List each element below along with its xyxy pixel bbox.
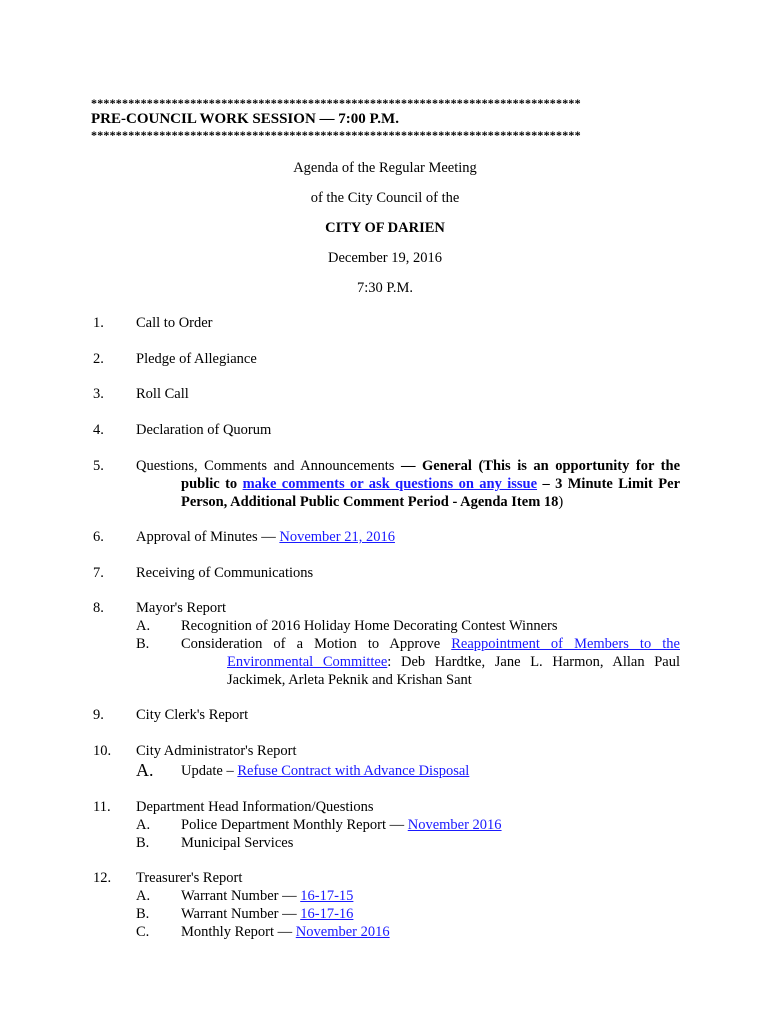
item-number: 10.	[93, 743, 112, 759]
item-number: 6.	[93, 529, 104, 545]
item-number: 5.	[93, 458, 104, 474]
sub-item-warrant-15	[181, 888, 353, 905]
sub-item-recognition: Recognition of 2016 Holiday Home Decorating Contest Winners	[181, 618, 558, 634]
sub-item-update-text: Update –	[181, 763, 238, 779]
refuse-contract-link[interactable]: Refuse Contract with Advance Disposal	[237, 763, 470, 779]
agenda-heading-line2: of the City Council of the	[310, 190, 460, 206]
sub-letter: C.	[136, 924, 150, 940]
sub-item-monthly-report	[181, 924, 390, 941]
sub-letter: B.	[136, 636, 150, 652]
item-number: 8.	[93, 600, 104, 616]
item-questions-line3	[181, 494, 563, 511]
item-number: 7.	[93, 565, 104, 581]
item-questions-general: — General (This is an opportunity for the	[400, 458, 681, 474]
sub-item-consideration-line3: Jackimek, Arleta Peknik and Krishan Sant	[227, 672, 472, 688]
item-number: 9.	[93, 707, 104, 723]
item-questions-additional: Person, Additional Public Comment Period - Agenda Item 18	[181, 494, 559, 510]
item-questions-line2	[181, 476, 680, 493]
meeting-date: December 19, 2016	[328, 250, 442, 266]
sub-item-warrant-text: Warrant Number —	[181, 888, 301, 904]
item-minutes-text: Approval of Minutes —	[136, 529, 280, 545]
item-number: 4.	[93, 422, 104, 438]
item-number: 3.	[93, 386, 104, 402]
item-questions-close: )	[558, 494, 564, 510]
sub-item-update	[181, 763, 469, 780]
agenda-heading-line1: Agenda of the Regular Meeting	[293, 160, 477, 176]
item-questions-limit: – 3 Minute Limit Per	[537, 476, 680, 492]
item-number: 2.	[93, 351, 104, 367]
item-roll-call: Roll Call	[136, 386, 189, 402]
item-minutes	[136, 529, 395, 546]
environmental-committee-link[interactable]: Environmental Committee	[227, 654, 388, 670]
item-quorum: Declaration of Quorum	[136, 422, 272, 438]
reappointment-link[interactable]: Reappointment of Members to the	[451, 636, 680, 652]
item-pledge: Pledge of Allegiance	[136, 351, 257, 367]
item-number: 11.	[93, 799, 111, 815]
monthly-report-link[interactable]: November 2016	[295, 924, 390, 940]
sub-item-consideration-line2	[227, 654, 680, 671]
item-number: 12.	[93, 870, 112, 886]
police-report-link[interactable]: November 2016	[407, 817, 502, 833]
item-questions-line1	[136, 458, 680, 475]
warrant-16-link[interactable]: 16-17-16	[300, 906, 354, 922]
public-comment-link[interactable]: make comments or ask questions on any issue	[242, 476, 538, 492]
item-communications: Receiving of Communications	[136, 565, 314, 581]
item-number: 1.	[93, 315, 104, 331]
item-questions-text: Questions, Comments and Announcements	[136, 458, 401, 474]
sub-item-municipal-services: Municipal Services	[181, 835, 294, 851]
sub-item-warrant-text: Warrant Number —	[181, 906, 301, 922]
sub-item-police-text: Police Department Monthly Report —	[181, 817, 408, 833]
asterisk-rule-bottom: *******************************************************************************	[91, 128, 581, 142]
sub-letter: A.	[136, 618, 151, 634]
sub-item-consideration-line1	[181, 636, 680, 653]
sub-item-police-report	[181, 817, 502, 834]
sub-letter: B.	[136, 906, 150, 922]
sub-letter: A.	[136, 888, 151, 904]
session-title: PRE-COUNCIL WORK SESSION — 7:00 P.M.	[91, 111, 399, 127]
minutes-link[interactable]: November 21, 2016	[279, 529, 395, 545]
meeting-time: 7:30 P.M.	[356, 280, 413, 296]
sub-item-consideration-names: : Deb Hardtke, Jane L. Harmon, Allan Paul	[387, 654, 681, 670]
city-name: CITY OF DARIEN	[325, 220, 445, 236]
sub-item-consideration-text: Consideration of a Motion to Approve	[181, 636, 452, 652]
item-treasurer: Treasurer's Report	[136, 870, 243, 886]
item-city-clerk: City Clerk's Report	[136, 707, 249, 723]
item-department-head: Department Head Information/Questions	[136, 799, 374, 815]
item-city-administrator: City Administrator's Report	[136, 743, 297, 759]
sub-letter: B.	[136, 835, 150, 851]
item-questions-public: public to	[181, 476, 243, 492]
sub-item-warrant-16	[181, 906, 353, 923]
warrant-15-link[interactable]: 16-17-15	[300, 888, 354, 904]
sub-letter: A.	[136, 760, 154, 780]
sub-letter: A.	[136, 817, 151, 833]
item-call-to-order: Call to Order	[136, 315, 213, 331]
sub-item-monthly-text: Monthly Report —	[181, 924, 296, 940]
asterisk-rule-top: *******************************************************************************	[91, 96, 581, 110]
item-mayors-report: Mayor's Report	[136, 600, 227, 616]
